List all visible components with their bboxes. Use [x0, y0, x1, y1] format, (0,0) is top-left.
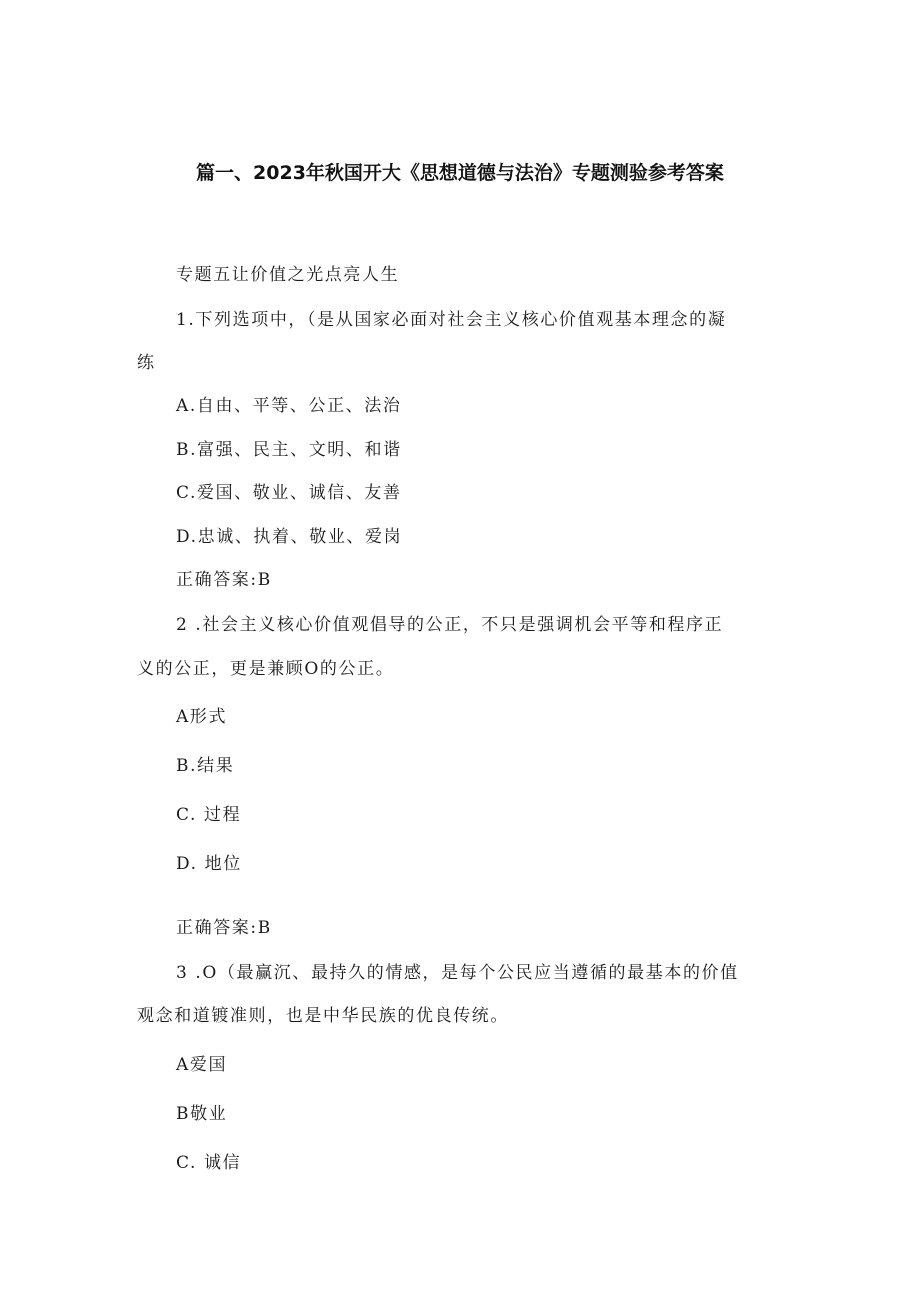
question-1-text-line2: 练 [137, 353, 156, 373]
question-3-option-b: B敬业 [176, 1104, 228, 1124]
question-2-option-b: B.结果 [176, 756, 235, 776]
question-3-text-line1: 3 .O（最赢沉、最持久的情感，是每个公民应当遵循的最基本的价值 [176, 963, 739, 983]
question-1-answer: 正确答案:B [176, 570, 272, 590]
question-3-option-a: A爱国 [176, 1055, 228, 1075]
question-2-option-d: D. 地位 [176, 854, 242, 874]
question-3-option-c: C. 诚信 [176, 1153, 242, 1173]
question-2-option-c: C. 过程 [176, 805, 242, 825]
question-3-text-line2: 观念和道镀准则，也是中华民族的优良传统。 [137, 1006, 509, 1026]
question-1-option-c: C.爱国、敬业、诚信、友善 [176, 483, 402, 503]
question-2-text-line1: 2 .社会主义核心价值观倡导的公正，不只是强调机会平等和程序正 [176, 615, 724, 635]
question-1-option-a: A.自由、平等、公正、法治 [176, 396, 402, 416]
question-1-option-d: D.忠诚、执着、敬业、爱岗 [176, 527, 403, 547]
question-2-text-line2: 义的公正，更是兼顾O的公正。 [137, 659, 395, 679]
section-heading: 专题五让价值之光点亮人生 [176, 265, 400, 285]
document-title: 篇一、2023年秋国开大《思想道德与法治》专题测验参考答案 [196, 162, 724, 184]
question-2-answer: 正确答案:B [176, 918, 272, 938]
question-1-text-line1: 1.下列选项中，（是从国家必面对社会主义核心价值观基本理念的凝 [176, 310, 727, 330]
question-2-option-a: A形式 [176, 707, 228, 727]
question-1-option-b: B.富强、民主、文明、和谐 [176, 440, 402, 460]
